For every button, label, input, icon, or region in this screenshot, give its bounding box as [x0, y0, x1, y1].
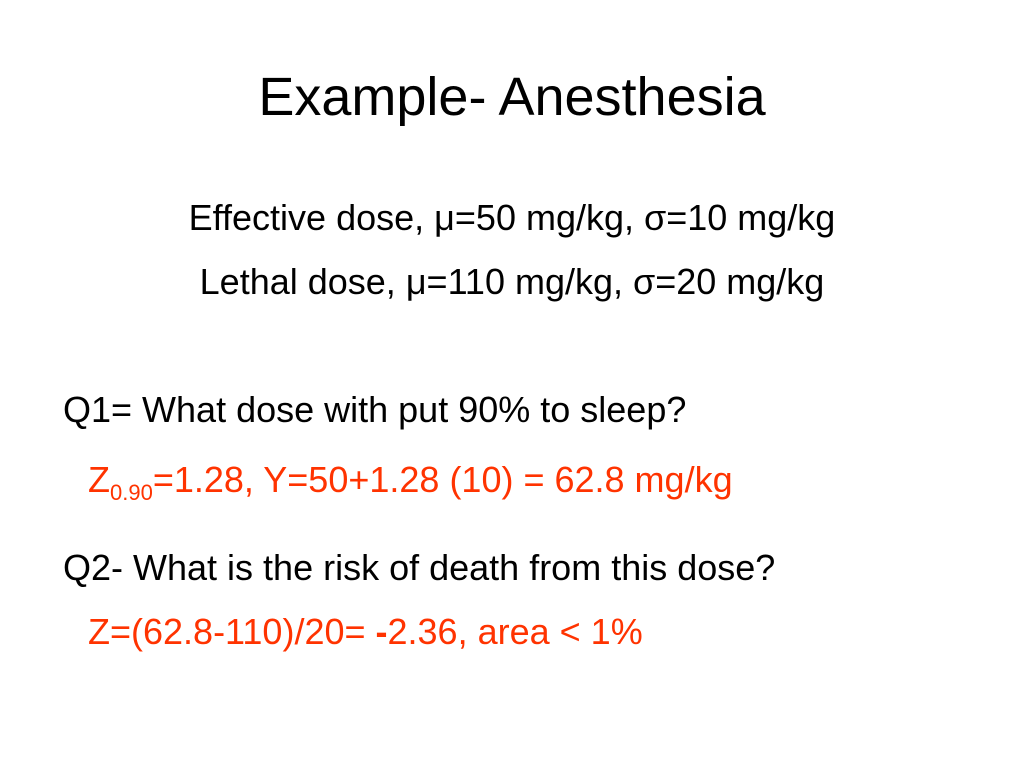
answer-2-end: 2.36, area < 1%: [387, 611, 643, 652]
answer-1: [88, 456, 733, 504]
answer-1-subscript: 0.90: [110, 480, 153, 505]
answer-1-rest: =1.28, Y=50+1.28 (10) = 62.8 mg/kg: [152, 459, 733, 500]
answer-2: [88, 608, 643, 656]
slide-title: Example- Anesthesia: [258, 67, 766, 127]
question-2: Q2- What is the risk of death from this dose?: [63, 547, 776, 588]
lethal-dose-line: Lethal dose, μ=110 mg/kg, σ=20 mg/kg: [199, 261, 825, 302]
question-1: Q1= What dose with put 90% to sleep?: [63, 389, 687, 430]
answer-1-z: Z: [88, 459, 110, 500]
answer-2-minus: -: [375, 611, 388, 652]
effective-dose-line: Effective dose, μ=50 mg/kg, σ=10 mg/kg: [188, 197, 836, 238]
answer-2-start: Z=(62.8-110)/20=: [88, 611, 376, 652]
